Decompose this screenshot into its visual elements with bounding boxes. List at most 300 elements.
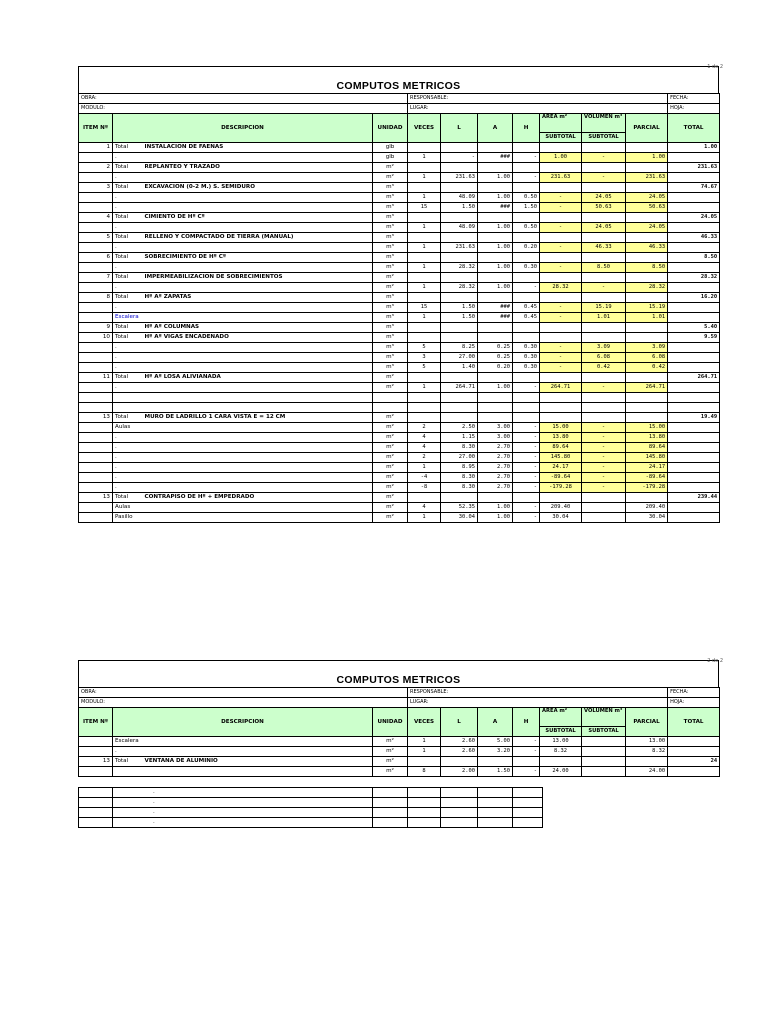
cell-times: 1	[408, 383, 441, 393]
cell-area-subtotal	[540, 403, 582, 413]
cell-description	[143, 453, 373, 463]
cell-length	[441, 163, 478, 173]
cell-item-number	[79, 767, 113, 777]
table-row	[79, 203, 720, 213]
cell-height: 1.50	[513, 203, 540, 213]
cell-description: Hº Aº COLUMNAS	[143, 323, 373, 333]
table-row	[79, 433, 720, 443]
cell-volume-subtotal	[582, 403, 626, 413]
cell-partial: 15.00	[626, 423, 668, 433]
cell-times: 1	[408, 313, 441, 323]
cell-description	[143, 393, 373, 403]
header-volumen: VOLUMEN m³	[582, 708, 626, 727]
cell-area-subtotal	[540, 373, 582, 383]
cell-description	[143, 283, 373, 293]
responsable-label: RESPONSABLE:	[408, 94, 668, 104]
cell-length: 8.95	[441, 463, 478, 473]
cell-times	[408, 413, 441, 423]
header-subtotal-area: SUBTOTAL	[540, 727, 582, 737]
cell-item-number	[79, 513, 113, 523]
blank-cell	[79, 818, 113, 828]
cell-partial	[626, 273, 668, 283]
cell-area-subtotal: 13.00	[540, 737, 582, 747]
blank-cell	[408, 818, 441, 828]
cell-area-subtotal: 24.17	[540, 463, 582, 473]
cell-area-subtotal: 145.80	[540, 453, 582, 463]
cell-height: 0.50	[513, 223, 540, 233]
cell-total: 28.32	[668, 273, 720, 283]
cell-description	[143, 513, 373, 523]
table-row	[79, 453, 720, 463]
table-body	[79, 737, 720, 777]
cell-row-type: Escalera	[113, 313, 143, 323]
cell-item-number	[79, 263, 113, 273]
cell-volume-subtotal: 15.19	[582, 303, 626, 313]
cell-width	[478, 253, 513, 263]
cell-width	[478, 373, 513, 383]
cell-volume-subtotal: 46.33	[582, 243, 626, 253]
table-row	[79, 253, 720, 263]
header-parcial: PARCIAL	[626, 708, 668, 737]
header-veces: VECES	[408, 114, 441, 143]
cell-times	[408, 293, 441, 303]
cell-length	[441, 413, 478, 423]
cell-width: 3.00	[478, 433, 513, 443]
table-row	[79, 757, 720, 767]
cell-area-subtotal	[540, 183, 582, 193]
cell-row-type: .	[113, 483, 143, 493]
header-l: L	[441, 114, 478, 143]
blank-cell	[373, 788, 408, 798]
table-row	[79, 303, 720, 313]
cell-height	[513, 493, 540, 503]
cell-volume-subtotal: 6.08	[582, 353, 626, 363]
cell-item-number: 6	[79, 253, 113, 263]
cell-volume-subtotal	[582, 163, 626, 173]
cell-volume-subtotal: 1.01	[582, 313, 626, 323]
cell-row-type: Total	[113, 273, 143, 283]
cell-volume-subtotal: -	[582, 383, 626, 393]
cell-volume-subtotal: -	[582, 283, 626, 293]
header-h: H	[513, 114, 540, 143]
cell-length: 1.50	[441, 303, 478, 313]
cell-width: 1.00	[478, 173, 513, 183]
cell-unit: m²	[373, 493, 408, 503]
cell-times: 2	[408, 423, 441, 433]
cell-description: Hº Aº ZAPATAS	[143, 293, 373, 303]
modulo-label: MODULO:	[79, 104, 408, 114]
cell-times: 1	[408, 263, 441, 273]
cell-times: 1	[408, 243, 441, 253]
cell-volume-subtotal: -	[582, 453, 626, 463]
cell-area-subtotal	[540, 757, 582, 767]
cell-length: 231.63	[441, 243, 478, 253]
cell-row-type: .	[113, 453, 143, 463]
cell-width: ###	[478, 203, 513, 213]
table-row	[79, 213, 720, 223]
cell-width: ###	[478, 313, 513, 323]
cell-partial	[626, 757, 668, 767]
cell-total	[668, 393, 720, 403]
cell-partial	[626, 293, 668, 303]
cell-times	[408, 757, 441, 767]
cell-length	[441, 233, 478, 243]
cell-times: 5	[408, 363, 441, 373]
cell-total	[668, 443, 720, 453]
cell-unit: m³	[373, 293, 408, 303]
blank-cell	[408, 788, 441, 798]
cell-row-type	[113, 393, 143, 403]
cell-height	[513, 333, 540, 343]
cell-description	[143, 353, 373, 363]
cell-volume-subtotal: 3.09	[582, 343, 626, 353]
header-total: TOTAL	[668, 708, 720, 737]
cell-unit: m²	[373, 483, 408, 493]
cell-area-subtotal: -	[540, 193, 582, 203]
cell-partial: 89.64	[626, 443, 668, 453]
table-row	[79, 423, 720, 433]
cell-total: 19.49	[668, 413, 720, 423]
cell-partial: 24.05	[626, 223, 668, 233]
cell-total	[668, 463, 720, 473]
cell-times: -8	[408, 483, 441, 493]
cell-width: 1.00	[478, 263, 513, 273]
cell-total: 24	[668, 757, 720, 767]
table-row	[79, 737, 720, 747]
cell-height	[513, 253, 540, 263]
cell-partial: 24.00	[626, 767, 668, 777]
cell-description	[143, 737, 373, 747]
cell-area-subtotal: -	[540, 313, 582, 323]
cell-width: 5.00	[478, 737, 513, 747]
cell-width	[478, 273, 513, 283]
cell-item-number	[79, 473, 113, 483]
cell-area-subtotal: -	[540, 203, 582, 213]
cell-times: 4	[408, 503, 441, 513]
blank-cell	[513, 818, 543, 828]
cell-total	[668, 383, 720, 393]
header-total: TOTAL	[668, 114, 720, 143]
cell-row-type: Total	[113, 413, 143, 423]
table-row	[79, 383, 720, 393]
cell-row-type: .	[113, 193, 143, 203]
header-a: A	[478, 114, 513, 143]
cell-unit: m²	[373, 737, 408, 747]
header-h: H	[513, 708, 540, 737]
header-item: ITEM Nº	[79, 114, 113, 143]
cell-times	[408, 143, 441, 153]
table-row	[79, 323, 720, 333]
table-row	[79, 313, 720, 323]
cell-description: SOBRECIMIENTO DE Hº Cº	[143, 253, 373, 263]
cell-unit: m²	[373, 443, 408, 453]
cell-length	[441, 273, 478, 283]
cell-times	[408, 163, 441, 173]
cell-description: VENTANA DE ALUMINIO	[143, 757, 373, 767]
cell-unit: m²	[373, 423, 408, 433]
cell-height	[513, 393, 540, 403]
cell-row-type: .	[113, 223, 143, 233]
cell-item-number: 7	[79, 273, 113, 283]
cell-unit	[373, 393, 408, 403]
cell-volume-subtotal: -	[582, 483, 626, 493]
cell-height: -	[513, 383, 540, 393]
header-descripcion: DESCRIPCION	[113, 708, 373, 737]
cell-total	[668, 363, 720, 373]
cell-length: 231.63	[441, 173, 478, 183]
cell-unit: m³	[373, 333, 408, 343]
cell-height	[513, 413, 540, 423]
cell-partial: 50.63	[626, 203, 668, 213]
cell-total: 74.67	[668, 183, 720, 193]
cell-partial: 1.01	[626, 313, 668, 323]
cell-length	[441, 373, 478, 383]
table-row	[79, 443, 720, 453]
cell-length	[441, 323, 478, 333]
cell-description: Hº Aº VIGAS ENCADENADO	[143, 333, 373, 343]
cell-row-type: Aulas	[113, 503, 143, 513]
cell-area-subtotal: 1.00	[540, 153, 582, 163]
cell-unit: m³	[373, 183, 408, 193]
cell-times	[408, 323, 441, 333]
cell-volume-subtotal	[582, 413, 626, 423]
cell-unit: m³	[373, 323, 408, 333]
header-unidad: UNIDAD	[373, 708, 408, 737]
table-row	[79, 233, 720, 243]
table-row	[79, 373, 720, 383]
cell-description	[143, 243, 373, 253]
cell-description	[143, 223, 373, 233]
cell-times: 1	[408, 193, 441, 203]
cell-item-number: 2	[79, 163, 113, 173]
computos-table	[78, 687, 720, 777]
cell-unit: m²	[373, 473, 408, 483]
cell-width	[478, 323, 513, 333]
cell-volume-subtotal	[582, 747, 626, 757]
cell-partial	[626, 373, 668, 383]
cell-volume-subtotal	[582, 757, 626, 767]
cell-length: 2.00	[441, 767, 478, 777]
cell-unit: m²	[373, 433, 408, 443]
obra-label: OBRA:	[79, 688, 408, 698]
cell-length	[441, 293, 478, 303]
table-row	[79, 223, 720, 233]
cell-item-number	[79, 423, 113, 433]
cell-height: -	[513, 283, 540, 293]
cell-partial	[626, 403, 668, 413]
cell-row-type: .	[113, 303, 143, 313]
cell-item-number: 13	[79, 493, 113, 503]
cell-partial: -89.64	[626, 473, 668, 483]
sheet-page-1	[78, 64, 723, 523]
cell-times: 15	[408, 203, 441, 213]
fecha-label: FECHA:	[668, 94, 720, 104]
cell-width: 2.70	[478, 443, 513, 453]
cell-width: 0.25	[478, 343, 513, 353]
cell-length: 1.40	[441, 363, 478, 373]
blank-cell	[441, 808, 478, 818]
cell-partial: -179.28	[626, 483, 668, 493]
blank-cell	[408, 808, 441, 818]
cell-description: CONTRAPISO DE Hº + EMPEDRADO	[143, 493, 373, 503]
cell-area-subtotal: -	[540, 353, 582, 363]
cell-width	[478, 233, 513, 243]
cell-times	[408, 493, 441, 503]
cell-volume-subtotal	[582, 373, 626, 383]
cell-area-subtotal: -	[540, 303, 582, 313]
cell-unit: glb	[373, 153, 408, 163]
cell-row-type: .	[113, 173, 143, 183]
cell-length: 264.71	[441, 383, 478, 393]
blank-cell	[441, 798, 478, 808]
hoja-label: HOJA:	[668, 104, 720, 114]
cell-height: -	[513, 473, 540, 483]
cell-area-subtotal: 231.63	[540, 173, 582, 183]
cell-length: 28.32	[441, 263, 478, 273]
blank-cell	[373, 818, 408, 828]
cell-area-subtotal: 30.04	[540, 513, 582, 523]
cell-item-number	[79, 737, 113, 747]
cell-height: -	[513, 463, 540, 473]
cell-partial: 264.71	[626, 383, 668, 393]
cell-volume-subtotal	[582, 393, 626, 403]
cell-total	[668, 423, 720, 433]
cell-item-number: 4	[79, 213, 113, 223]
cell-height: 0.30	[513, 263, 540, 273]
blank-cell: .	[113, 798, 373, 808]
cell-length	[441, 493, 478, 503]
cell-times: 1	[408, 463, 441, 473]
cell-length	[441, 143, 478, 153]
cell-height: -	[513, 173, 540, 183]
table-row	[79, 183, 720, 193]
cell-height	[513, 403, 540, 413]
cell-height: -	[513, 767, 540, 777]
cell-item-number	[79, 343, 113, 353]
cell-width	[478, 213, 513, 223]
cell-height: -	[513, 747, 540, 757]
cell-item-number	[79, 283, 113, 293]
cell-height: 0.45	[513, 303, 540, 313]
cell-description	[143, 747, 373, 757]
cell-total	[668, 353, 720, 363]
cell-description: Hº Aº LOSA ALIVIANADA	[143, 373, 373, 383]
cell-partial	[626, 213, 668, 223]
cell-total	[668, 403, 720, 413]
cell-area-subtotal: 15.00	[540, 423, 582, 433]
cell-times	[408, 403, 441, 413]
cell-unit: m²	[373, 503, 408, 513]
cell-times	[408, 183, 441, 193]
cell-partial	[626, 253, 668, 263]
cell-item-number: 9	[79, 323, 113, 333]
blank-row	[79, 808, 543, 818]
cell-description	[143, 473, 373, 483]
cell-row-type: Total	[113, 163, 143, 173]
cell-description: IMPERMEABILIZACION DE SOBRECIMIENTOS	[143, 273, 373, 283]
cell-times: 2	[408, 453, 441, 463]
cell-area-subtotal: 264.71	[540, 383, 582, 393]
cell-row-type: Total	[113, 493, 143, 503]
cell-height: 0.50	[513, 193, 540, 203]
cell-partial	[626, 493, 668, 503]
cell-length	[441, 253, 478, 263]
blank-row	[79, 788, 543, 798]
cell-times: 4	[408, 443, 441, 453]
blank-rows	[79, 788, 543, 828]
cell-partial: 13.80	[626, 433, 668, 443]
cell-item-number	[79, 223, 113, 233]
cell-unit: m²	[373, 163, 408, 173]
cell-times	[408, 273, 441, 283]
cell-area-subtotal: 8.32	[540, 747, 582, 757]
cell-length: 1.50	[441, 313, 478, 323]
cell-item-number: 5	[79, 233, 113, 243]
cell-unit: m³	[373, 313, 408, 323]
cell-volume-subtotal: -	[582, 173, 626, 183]
cell-times: 1	[408, 173, 441, 183]
header-parcial: PARCIAL	[626, 114, 668, 143]
cell-description	[143, 203, 373, 213]
cell-width: 3.20	[478, 747, 513, 757]
table-row	[79, 767, 720, 777]
cell-length: 28.32	[441, 283, 478, 293]
cell-row-type: .	[113, 353, 143, 363]
cell-item-number	[79, 483, 113, 493]
cell-description	[143, 423, 373, 433]
cell-description	[143, 193, 373, 203]
cell-item-number	[79, 153, 113, 163]
cell-height	[513, 757, 540, 767]
cell-height: -	[513, 483, 540, 493]
cell-row-type	[113, 403, 143, 413]
cell-height	[513, 273, 540, 283]
cell-width: 1.00	[478, 513, 513, 523]
cell-volume-subtotal	[582, 183, 626, 193]
blank-cell	[373, 808, 408, 818]
cell-description: RELLENO Y COMPACTADO DE TIERRA (MANUAL)	[143, 233, 373, 243]
cell-row-type: .	[113, 343, 143, 353]
blank-cell	[513, 808, 543, 818]
fecha-label: FECHA:	[668, 688, 720, 698]
cell-times	[408, 253, 441, 263]
cell-unit: m³	[373, 223, 408, 233]
blank-cell	[478, 798, 513, 808]
cell-area-subtotal: 28.32	[540, 283, 582, 293]
cell-area-subtotal	[540, 493, 582, 503]
cell-volume-subtotal	[582, 493, 626, 503]
blank-cell	[79, 788, 113, 798]
cell-height: -	[513, 443, 540, 453]
cell-unit: m²	[373, 767, 408, 777]
cell-unit: m³	[373, 243, 408, 253]
cell-unit: m²	[373, 283, 408, 293]
table-row	[79, 363, 720, 373]
cell-area-subtotal	[540, 323, 582, 333]
cell-times: 4	[408, 433, 441, 443]
cell-row-type: .	[113, 463, 143, 473]
cell-partial: 1.00	[626, 153, 668, 163]
cell-unit: m²	[373, 453, 408, 463]
cell-volume-subtotal: 24.05	[582, 193, 626, 203]
cell-height: -	[513, 503, 540, 513]
computos-table	[78, 93, 720, 523]
cell-row-type: .	[113, 263, 143, 273]
cell-partial: 24.05	[626, 193, 668, 203]
cell-length: 52.35	[441, 503, 478, 513]
cell-row-type: Aulas	[113, 423, 143, 433]
cell-description	[143, 383, 373, 393]
